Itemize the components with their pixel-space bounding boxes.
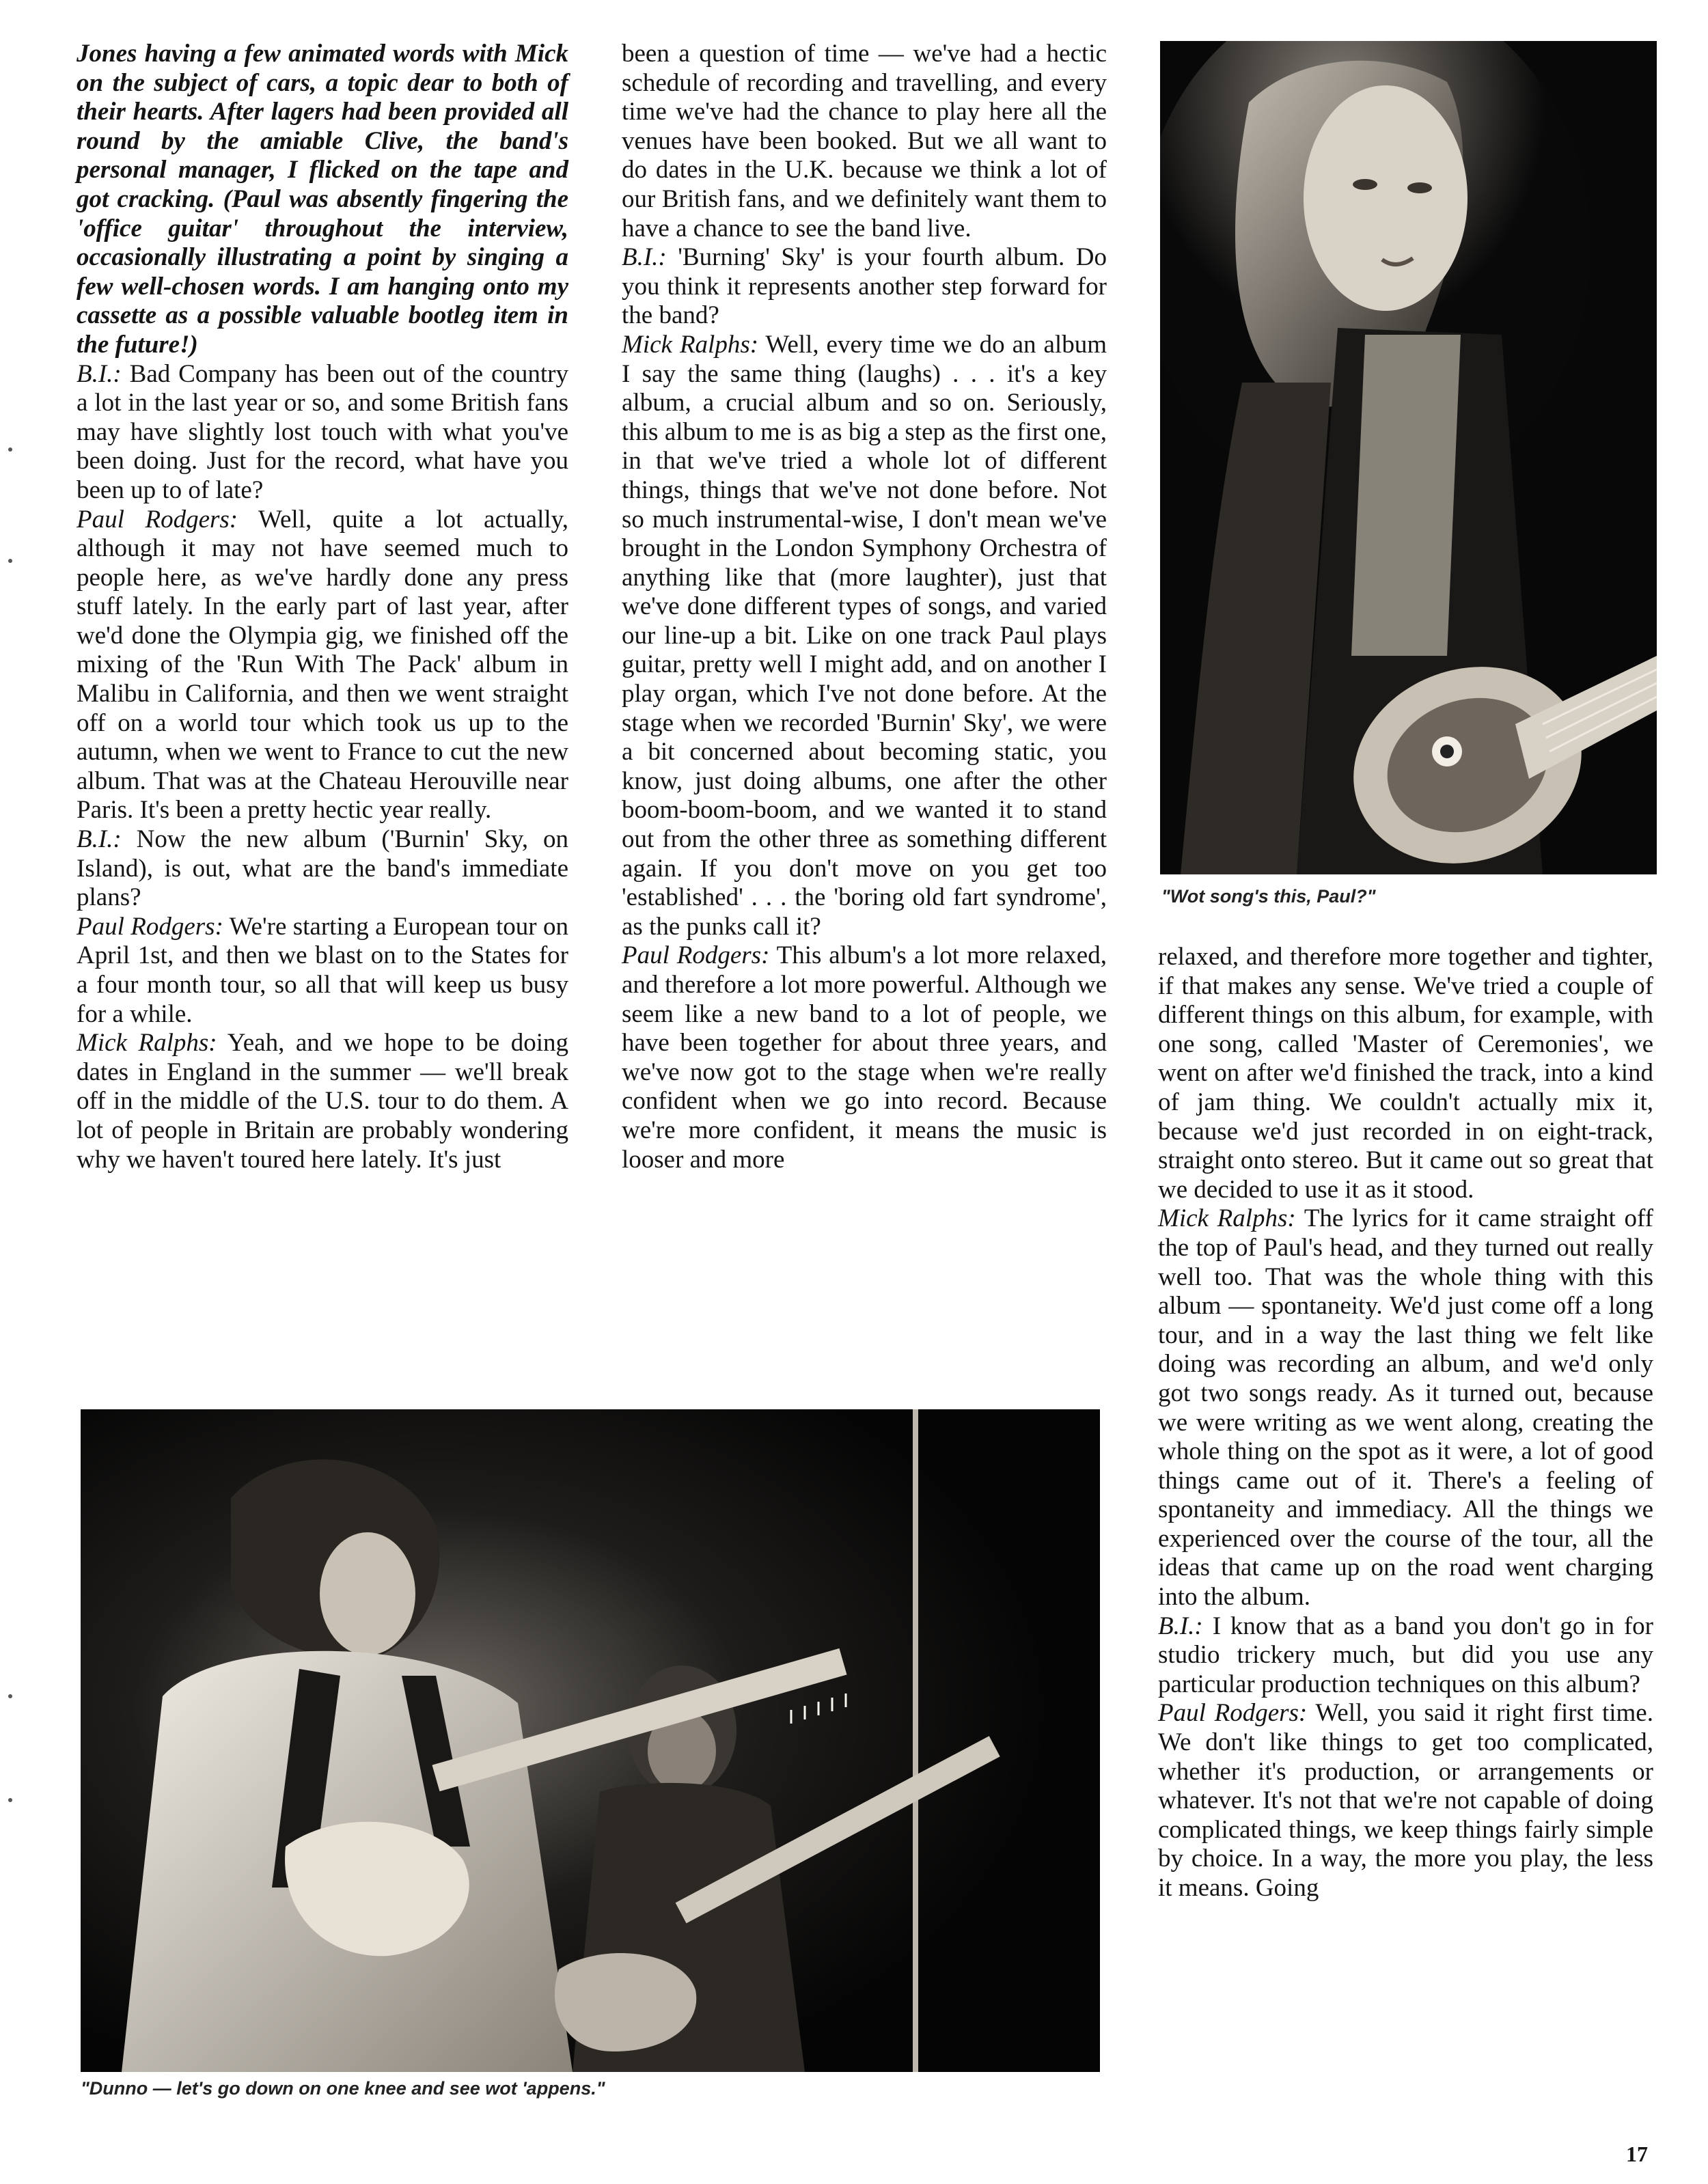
photo-caption-bottom: "Dunno — let's go down on one knee and see wot 'appens." (81, 2078, 605, 2099)
qa-paragraph (1158, 1612, 1653, 1700)
speaker-label: B.I.: (1158, 1612, 1203, 1640)
paragraph-text: I know that as a band you don't go in for studio trickery much, but did you use any particular production techniques on this album? (1158, 1612, 1654, 1698)
paragraph-text: The lyrics for it came straight off the top of Paul's head, and they turned out really well too. That was the whole thing with this album — spontaneity. We'd just come off a long tour, and in a way the last thing we felt like doing was recording an album, and we'd only got two songs ready. As it turned out, because we were writing as we went along, creating the whole thing on the spot as it were, a lot of good things came out of it. There's a feeling of spontaneity and immediacy. All the things we experienced over the course of the tour, all the ideas that came up on the road went charging into the album. (1158, 1204, 1653, 1612)
qa-paragraph (1158, 943, 1653, 1204)
paragraph-text: been a question of time — we've had a hectic schedule of recording and travelling, and every time we've had the chance to play here all the venues have been booked. But we all want to do dates in the U.K. because we think a lot of our British fans, and we definitely want them to have a chance to see the band live. (622, 40, 1107, 243)
speaker-label: Paul Rodgers: (77, 912, 223, 941)
qa-paragraph (77, 1029, 568, 1174)
photo-caption-top: "Wot song's this, Paul?" (1161, 886, 1376, 907)
speaker-label: Paul Rodgers: (77, 505, 238, 534)
margin-speck (8, 559, 12, 563)
qa-paragraph (77, 825, 568, 913)
margin-speck (8, 1798, 12, 1802)
article-column-1 (77, 40, 568, 1174)
paragraph-text: Bad Company has been out of the country a lot in the last year or so, and some British fans may have slightly lost touch with what you've been doing. Just for the record, what have you been up to of late? (77, 359, 569, 504)
qa-paragraph (622, 941, 1107, 1174)
page-number: 17 (1626, 2142, 1648, 2166)
photo-mick-ralphs-live (81, 1409, 1100, 2072)
paragraph-text: This album's a lot more relaxed, and therefore a lot more powerful. Although we seem like a new band to a lot of people, we have been together for about three years, and we've now got to the stage when we're really confident when we go into record. Because we're more confident, it means the music is looser and more (622, 941, 1107, 1174)
photo-paul-rodgers-image (1160, 41, 1657, 874)
speaker-label: B.I.: (622, 243, 667, 272)
speaker-label: Mick Ralphs: (77, 1029, 217, 1058)
paragraph-text: 'Burning' Sky' is your fourth album. Do you think it represents another step forward for the band? (622, 243, 1107, 330)
qa-paragraph (77, 360, 568, 506)
speaker-label: Paul Rodgers: (1158, 1699, 1308, 1728)
paragraph-text: Well, every time we do an album I say the same thing (laughs) . . . it's a key album, a crucial album and so on. Seriously, this album to me is as big a step as the first one, in that we've tried a whole lot of different things, things that we've not done before. Not so much instrumental-wise, I don't mean we've brought in the London Symphony Orchestra of anything like that (more laughter), just that we've done different types of songs, and varied our line-up a bit. Like on one track Paul plays guitar, pretty well I might add, and on another I play organ, which I've not done before. At the stage when we recorded 'Burnin' Sky', we were a bit concerned about becoming static, you know, just doing albums, one after the other boom-boom-boom, and we wanted it to stand out from the other three as something different again. If you don't move on you get too 'established' . . . the 'boring old fart syndrome', as the punks call it? (622, 330, 1107, 941)
speaker-label: Paul Rodgers: (622, 941, 770, 970)
qa-paragraph (1158, 1204, 1653, 1612)
article-column-3 (1158, 943, 1653, 1903)
photo-paul-rodgers (1160, 41, 1657, 874)
paragraph-text: Well, you said it right first time. We don't like things to get too complicated, whether it's production, or arrangements or whatever. It's not that we're not capable of doing complicated things, we keep things fairly simple by choice. In a way, the more you play, the less it means. Going (1158, 1699, 1653, 1902)
margin-speck (8, 447, 12, 452)
article-column-2 (622, 40, 1107, 1174)
paragraph-text: relaxed, and therefore more together and tighter, if that makes any sense. We've tried a couple of different things on this album, for example, with one song, called 'Master of Ceremonies', we went on after we'd finished the track, into a kind of jam thing. We couldn't actually mix it, because we'd just recorded in on eight-track, straight onto stereo. But it came out so great that we decided to use it as it stood. (1158, 943, 1653, 1204)
speaker-label: Mick Ralphs: (622, 330, 759, 359)
speaker-label: B.I.: (77, 359, 122, 388)
intro-paragraph: Jones having a few animated words with Mick on the subject of cars, a topic dear to both of their hearts. After lagers had been provided all round by the amiable Clive, the band's personal manager, I flicked on the tape and got cracking. (Paul was absently fingering the 'office guitar' throughout the interview, occasionally illustrating a point by singing a few well-chosen words. I am hanging onto my cassette as a possible valuable bootleg item in the future!) (77, 40, 568, 359)
qa-paragraph (622, 331, 1107, 941)
photo-mick-ralphs-live-image (81, 1409, 1100, 2072)
speaker-label: Mick Ralphs: (1158, 1204, 1296, 1233)
qa-paragraph (77, 913, 568, 1029)
paragraph-text: Yeah, and we hope to be doing dates in England in the summer — we'll break off in the middle of the U.S. tour to do them. A lot of people in Britain are probably wondering why we haven't toured here lately. It's just (77, 1029, 568, 1174)
qa-paragraph (77, 506, 568, 826)
paragraph-text: Now the new album ('Burnin' Sky, on Island), is out, what are the band's immediate plans? (77, 825, 568, 912)
qa-paragraph (622, 40, 1107, 243)
speaker-label: B.I.: (77, 825, 122, 854)
paragraph-text: We're starting a European tour on April 1st, and then we blast on to the States for a four month tour, so all that will keep us busy for a while. (77, 912, 568, 1028)
qa-paragraph (1158, 1699, 1653, 1903)
paragraph-text: Well, quite a lot actually, although it may not have seemed much to people here, as we've hardly done any press stuff lately. In the early part of last year, after we'd done the Olympia gig, we finished off the mixing of the 'Run With The Pack' album in Malibu in California, and then we went straight off on a world tour which took us up to the autumn, when we went to France to cut the new album. That was at the Chateau Herouville near Paris. It's been a pretty hectic year really. (77, 505, 568, 825)
qa-paragraph (622, 243, 1107, 331)
margin-speck (8, 1694, 12, 1698)
